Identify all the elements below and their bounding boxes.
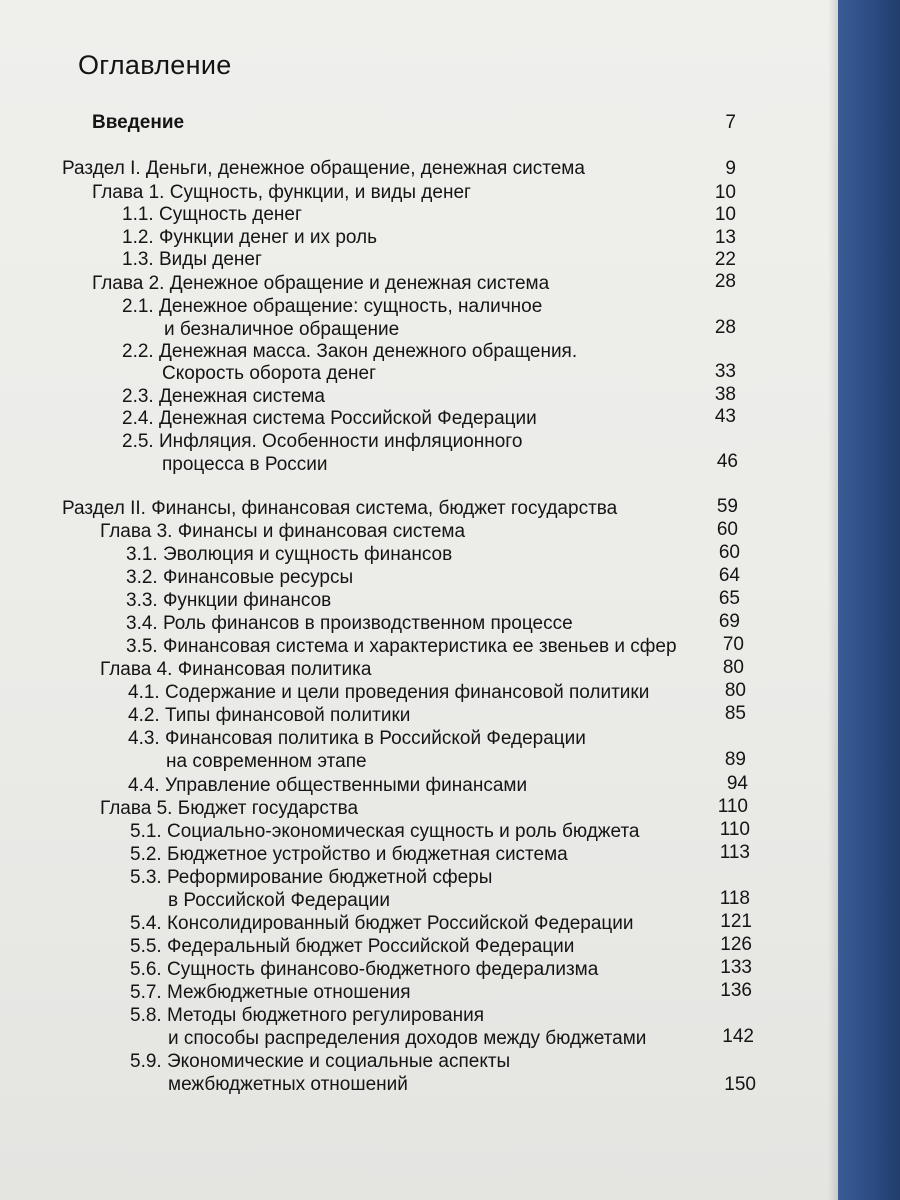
toc-page-5-4: 121 (720, 911, 752, 932)
toc-page-3-3: 65 (718, 588, 740, 609)
toc-item-3-4: 3.4. Роль финансов в производственном процессе (126, 613, 573, 634)
toc-page-2-2: 33 (714, 361, 736, 382)
toc-item-4-1: 4.1. Содержание и цели проведения финансовой политики (128, 682, 650, 703)
toc-page-2-3: 38 (714, 384, 736, 405)
toc-item-3-2: 3.2. Финансовые ресурсы (126, 567, 354, 588)
toc-page-4-2: 85 (724, 703, 746, 724)
toc-page-5-7: 136 (720, 980, 752, 1001)
toc-item-5-9: 5.9. Экономические и социальные аспекты (130, 1051, 511, 1072)
toc-chapter-2: Глава 2. Денежное обращение и денежная система (92, 273, 550, 294)
toc-page-2-1: 28 (714, 317, 736, 338)
toc-page-1-1: 10 (714, 204, 736, 225)
toc-item-2-2: 2.2. Денежная масса. Закон денежного обращения. (122, 341, 578, 362)
toc-page-5-8: 142 (722, 1026, 754, 1047)
toc-item-4-2: 4.2. Типы финансовой политики (128, 705, 411, 726)
toc-chapter-1: Глава 1. Сущность, функции, и виды денег (92, 182, 471, 203)
toc-item-5-7: 5.7. Межбюджетные отношения (130, 982, 411, 1003)
toc-page-section-2: 59 (716, 496, 738, 517)
toc-page-5-3: 118 (719, 888, 750, 909)
toc-item-4-3-cont: на современном этапе (166, 751, 367, 772)
toc-item-2-3: 2.3. Денежная система (122, 386, 325, 407)
toc-page-1-2: 13 (714, 227, 736, 248)
toc-item-4-3: 4.3. Финансовая политика в Российской Федерации (128, 728, 586, 749)
toc-page-2-5: 46 (716, 451, 738, 472)
toc-page-4-3: 89 (724, 749, 746, 770)
toc-chapter-5: Глава 5. Бюджет государства (100, 798, 359, 819)
toc-page-5-1: 110 (719, 819, 750, 840)
toc-page-section-1: 9 (725, 158, 736, 179)
toc-item-3-1: 3.1. Эволюция и сущность финансов (126, 544, 453, 565)
toc-item-5-8-cont: и способы распределения доходов между бюджетами (168, 1028, 647, 1049)
toc-item-5-8: 5.8. Методы бюджетного регулирования (130, 1005, 484, 1026)
toc-item-2-4: 2.4. Денежная система Российской Федерации (122, 408, 537, 429)
toc-item-2-5: 2.5. Инфляция. Особенности инфляционного (122, 431, 523, 452)
toc-section-1: Раздел I. Деньги, денежное обращение, денежная система (62, 158, 585, 179)
toc-item-5-5: 5.5. Федеральный бюджет Российской Федерации (130, 936, 575, 957)
toc-item-5-9-cont: межбюджетных отношений (168, 1074, 408, 1095)
toc-item-2-2-cont: Скорость оборота денег (162, 363, 377, 384)
page-title: Оглавление (78, 50, 232, 80)
toc-section-2: Раздел II. Финансы, финансовая система, бюджет государства (62, 498, 618, 519)
toc-item-5-6: 5.6. Сущность финансово-бюджетного федерализма (130, 959, 599, 980)
toc-page-5-2: 113 (719, 842, 750, 863)
toc-page-5-6: 133 (720, 957, 752, 978)
toc-item-3-3: 3.3. Функции финансов (126, 590, 332, 611)
toc-chapter-3: Глава 3. Финансы и финансовая система (100, 521, 466, 542)
toc-page-intro: 7 (725, 112, 736, 133)
toc-item-1-3: 1.3. Виды денег (122, 249, 262, 270)
toc-page-3-1: 60 (718, 542, 740, 563)
toc-item-1-2: 1.2. Функции денег и их роль (122, 227, 378, 248)
toc-item-2-1-cont: и безналичное обращение (164, 319, 400, 340)
toc-page-chapter-1: 10 (714, 182, 736, 203)
toc-item-5-1: 5.1. Социально-экономическая сущность и роль бюджета (130, 821, 640, 842)
toc-page-1-3: 22 (714, 249, 736, 270)
toc-item-5-2: 5.2. Бюджетное устройство и бюджетная система (130, 844, 568, 865)
toc-item-5-4: 5.4. Консолидированный бюджет Российской Федерации (130, 913, 634, 934)
toc-page-chapter-5: 110 (717, 796, 748, 817)
toc-page-5-5: 126 (720, 934, 752, 955)
toc-page-4-4: 94 (726, 773, 748, 794)
toc-page-5-9: 150 (724, 1074, 756, 1095)
book-cover-edge (838, 0, 900, 1200)
toc-page-2-4: 43 (714, 406, 736, 427)
toc-item-5-3-cont: в Российской Федерации (168, 890, 390, 911)
toc-page-3-5: 70 (722, 634, 744, 655)
toc-item-2-5-cont: процесса в России (162, 454, 328, 475)
toc-page-chapter-3: 60 (716, 519, 738, 540)
toc-item-1-1: 1.1. Сущность денег (122, 204, 302, 225)
toc-page-4-1: 80 (724, 680, 746, 701)
toc-item-2-1: 2.1. Денежное обращение: сущность, наличное (122, 296, 543, 317)
toc-item-3-5: 3.5. Финансовая система и характеристика ее звеньев и сфер (126, 636, 677, 657)
toc-page-3-4: 69 (718, 611, 740, 632)
toc-chapter-4: Глава 4. Финансовая политика (100, 659, 372, 680)
toc-item-5-3: 5.3. Реформирование бюджетной сферы (130, 867, 493, 888)
toc-page-3-2: 64 (718, 565, 740, 586)
toc-entry-intro: Введение (92, 112, 185, 133)
toc-page-chapter-4: 80 (722, 657, 744, 678)
toc-page-chapter-2: 28 (714, 271, 736, 292)
toc-item-4-4: 4.4. Управление общественными финансами (128, 775, 528, 796)
